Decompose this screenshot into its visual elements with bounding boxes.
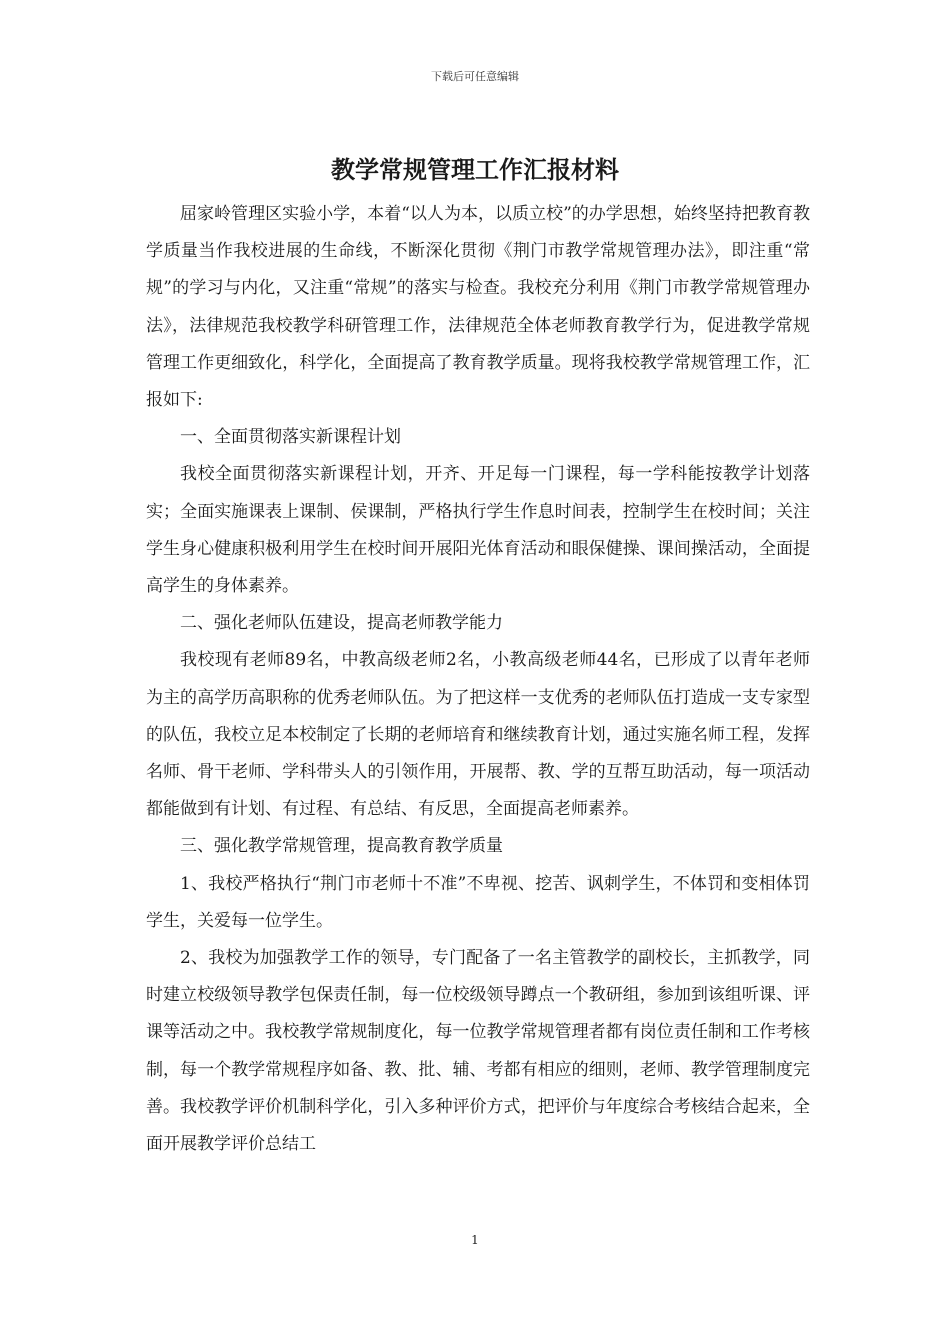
paragraph-teachers: 我校现有老师89名，中教高级老师2名，小教高级老师44名，已形成了以青年老师为主的高学历高职称的优秀老师队伍。为了把这样一支优秀的老师队伍打造成一支专家型的队伍，我校立足本校制定了长期的老师培育和继续教育计划，通过实施名师工程，发挥名师、骨干老师、学科带头人的引领作用，开展帮、教、学的互帮互助活动，每一项活动都能做到有计划、有过程、有总结、有反思，全面提高老师素养。: [146, 650, 810, 820]
page-number: 1: [471, 1233, 479, 1247]
section-heading-1: 一、全面贯彻落实新课程计划: [180, 427, 401, 448]
paragraph-intro: 屈家岭管理区实验小学，本着“以人为本，以质立校”的办学思想，始终坚持把教育教学质量当作我校进展的生命线，不断深化贯彻《荆门市教学常规管理办法》，即注重“常规”的学习与内化，又注重“常规”的落实与检查。我校充分利用《荆门市教学常规管理办法》，法律规范我校教学科研管理工作，法律规范全体老师教育教学行为，促进教学常规管理工作更细致化，科学化，全面提高了教育教学质量。现将我校教学常规管理工作，汇报如下:: [146, 204, 810, 411]
paragraph-item-1: 1、我校严格执行“荆门市老师十不准”不卑视、挖苦、讽刺学生，不体罚和变相体罚学生，关爱每一位学生。: [146, 873, 810, 931]
section-heading-3: 三、强化教学常规管理，提高教育教学质量: [180, 836, 503, 857]
section-heading-2: 二、强化老师队伍建设，提高老师教学能力: [180, 613, 503, 634]
document-title: 教学常规管理工作汇报材料: [331, 155, 619, 184]
paragraph-curriculum: 我校全面贯彻落实新课程计划，开齐、开足每一门课程，每一学科能按教学计划落实；全面实施课表上课制、侯课制，严格执行学生作息时间表，控制学生在校时间；关注学生身心健康积极利用学生在校时间开展阳光体育活动和眼保健操、课间操活动，全面提高学生的身体素养。: [146, 464, 810, 597]
document-body: [146, 196, 810, 1163]
header-note: 下载后可任意编辑: [431, 70, 519, 83]
paragraph-item-2: 2、我校为加强教学工作的领导，专门配备了一名主管教学的副校长，主抓教学，同时建立校级领导教学包保责任制，每一位校级领导蹲点一个教研组，参加到该组听课、评课等活动之中。我校教学常规制度化，每一位教学常规管理者都有岗位责任制和工作考核制，每一个教学常规程序如备、教、批、辅、考都有相应的细则，老师、教学管理制度完善。我校教学评价机制科学化，引入多种评价方式，把评价与年度综合考核结合起来，全面开展教学评价总结工: [146, 948, 810, 1155]
